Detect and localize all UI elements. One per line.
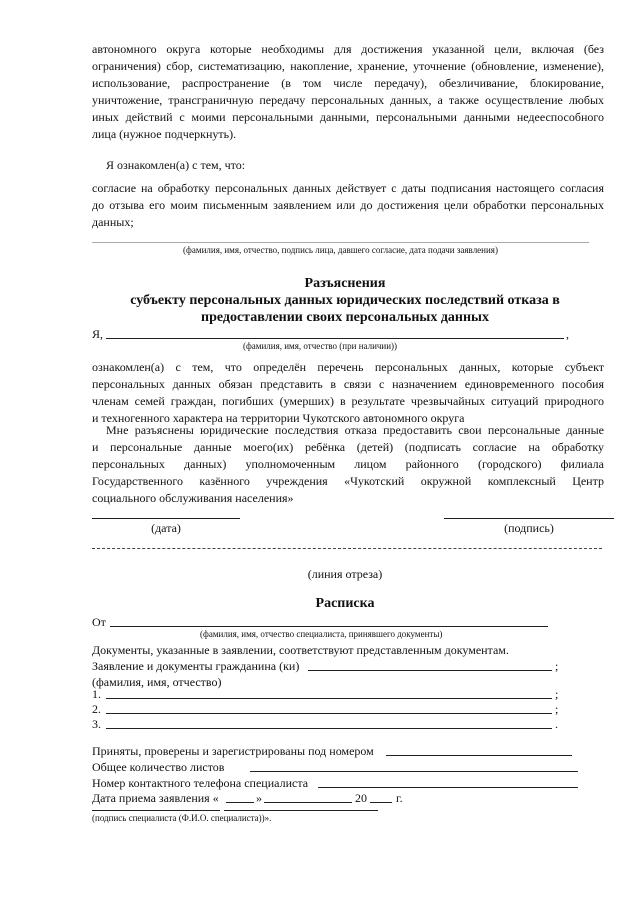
phone-label: Номер контактного телефона специалиста — [92, 776, 309, 790]
acquainted-text: Я ознакомлен(а) с тем, что: — [106, 158, 246, 172]
date-caption: (дата) — [151, 521, 181, 535]
explanation-title: предоставлении своих персональных данных — [201, 310, 489, 325]
item-number: 3. — [92, 717, 101, 731]
consequence-line: социального обслуживания населения» — [92, 491, 294, 505]
specialist-signature-line[interactable] — [92, 810, 220, 811]
year-input-line[interactable] — [370, 802, 392, 803]
validity-line: до отзыва его моим письменным заявлением или до достижения цели обработки персональных — [92, 198, 604, 212]
date-line[interactable] — [92, 518, 240, 519]
fio-note: (фамилия, имя, отчество) — [92, 675, 222, 689]
sheets-label: Общее количество листов — [92, 760, 225, 774]
consent-signature-caption: (фамилия, имя, отчество, подпись лица, давшего согласие, дата подачи заявления) — [183, 245, 498, 255]
consent-line: иных действий с моими персональными данными, персональными данными недееспособного — [92, 110, 604, 124]
registered-input-line[interactable] — [386, 755, 572, 756]
footer-caption: (подпись специалиста (Ф.И.О. специалиста))». — [92, 813, 272, 823]
item-input-line[interactable] — [106, 728, 552, 729]
consequence-line: и персональные данные моего(их) ребёнка (детей) (подписать согласие на обработку — [92, 440, 604, 454]
from-input-line[interactable] — [110, 626, 548, 627]
date-label: Дата приема заявления « — [92, 791, 219, 805]
from-caption: (фамилия, имя, отчество специалиста, принявшего документы) — [200, 629, 443, 639]
item-input-line[interactable] — [106, 713, 552, 714]
cut-line-label: (линия отреза) — [307, 567, 383, 581]
docs-match-text: Документы, указанные в заявлении, соответствуют представленным документам. — [92, 643, 509, 657]
citizen-docs-label: Заявление и документы гражданина (ки) — [92, 659, 300, 673]
name-input-line[interactable] — [106, 338, 564, 339]
item-end: ; — [555, 702, 559, 716]
acknowledge-line: членам семей граждан, погибших (умерших) в результате чрезвычайных ситуаций природного — [92, 394, 604, 408]
item-number: 1. — [92, 687, 101, 701]
day-input-line[interactable] — [226, 802, 254, 803]
explanation-title: субъекту персональных данных юридических последствий отказа в — [130, 293, 560, 308]
specialist-name-line[interactable] — [224, 810, 378, 811]
sheets-input-line[interactable] — [250, 771, 578, 772]
i-label: Я, — [92, 327, 104, 341]
validity-line: согласие на обработку персональных данных действует с даты подписания настоящего согласия — [92, 181, 604, 195]
consequence-line: персональных данных) уполномоченным лицом районного (городского) филиала — [92, 457, 604, 471]
signature-caption: (подпись) — [504, 521, 554, 535]
semicolon: ; — [555, 659, 559, 673]
cut-dashed-line — [92, 548, 602, 549]
consent-line: ограничения) сбор, систематизацию, накопление, хранение, уточнение (обновление, изменение), — [92, 59, 604, 73]
acknowledge-line: и техногенного характера на территории Чукотского автономного округа — [92, 411, 465, 425]
acknowledge-line: персональных данных обязан представить в связи с назначением единовременного пособия — [92, 377, 604, 391]
month-input-line[interactable] — [264, 802, 352, 803]
consent-line: лица (нужное подчеркнуть). — [92, 127, 237, 141]
date-quote-close: » — [256, 791, 262, 805]
item-end: . — [555, 717, 558, 731]
comma: , — [566, 327, 569, 341]
item-number: 2. — [92, 702, 101, 716]
year-suffix: г. — [396, 791, 403, 805]
consent-signature-line[interactable] — [92, 242, 589, 243]
registered-label: Приняты, проверены и зарегистрированы под номером — [92, 744, 374, 758]
consequence-line: Мне разъяснены юридические последствия отказа предоставить свои персональные данные — [106, 423, 604, 437]
from-label: От — [92, 615, 106, 629]
receipt-title: Расписка — [315, 596, 375, 611]
phone-input-line[interactable] — [318, 787, 578, 788]
consent-line: автономного округа которые необходимы для достижения указанной цели, включая (без — [92, 42, 604, 56]
consent-line: использование, распространение (в том числе передачу), обезличивание, блокирование, — [92, 76, 604, 90]
name-caption: (фамилия, имя, отчество (при наличии)) — [242, 341, 398, 351]
validity-line: данных; — [92, 215, 134, 229]
signature-line[interactable] — [444, 518, 614, 519]
consent-line: уничтожение, трансграничную передачу персональных данных, а также осуществление любых — [92, 93, 604, 107]
item-end: ; — [555, 687, 559, 701]
consequence-line: Государственного казённого учреждения «Чукотский окружной комплексный Центр — [92, 474, 604, 488]
year-prefix: 20 — [355, 791, 367, 805]
acknowledge-line: ознакомлен(а) с тем, что определён перечень персональных данных, которые субъект — [92, 360, 604, 374]
explanation-title: Разъяснения — [304, 276, 386, 291]
item-input-line[interactable] — [106, 698, 552, 699]
citizen-input-line[interactable] — [308, 670, 552, 671]
